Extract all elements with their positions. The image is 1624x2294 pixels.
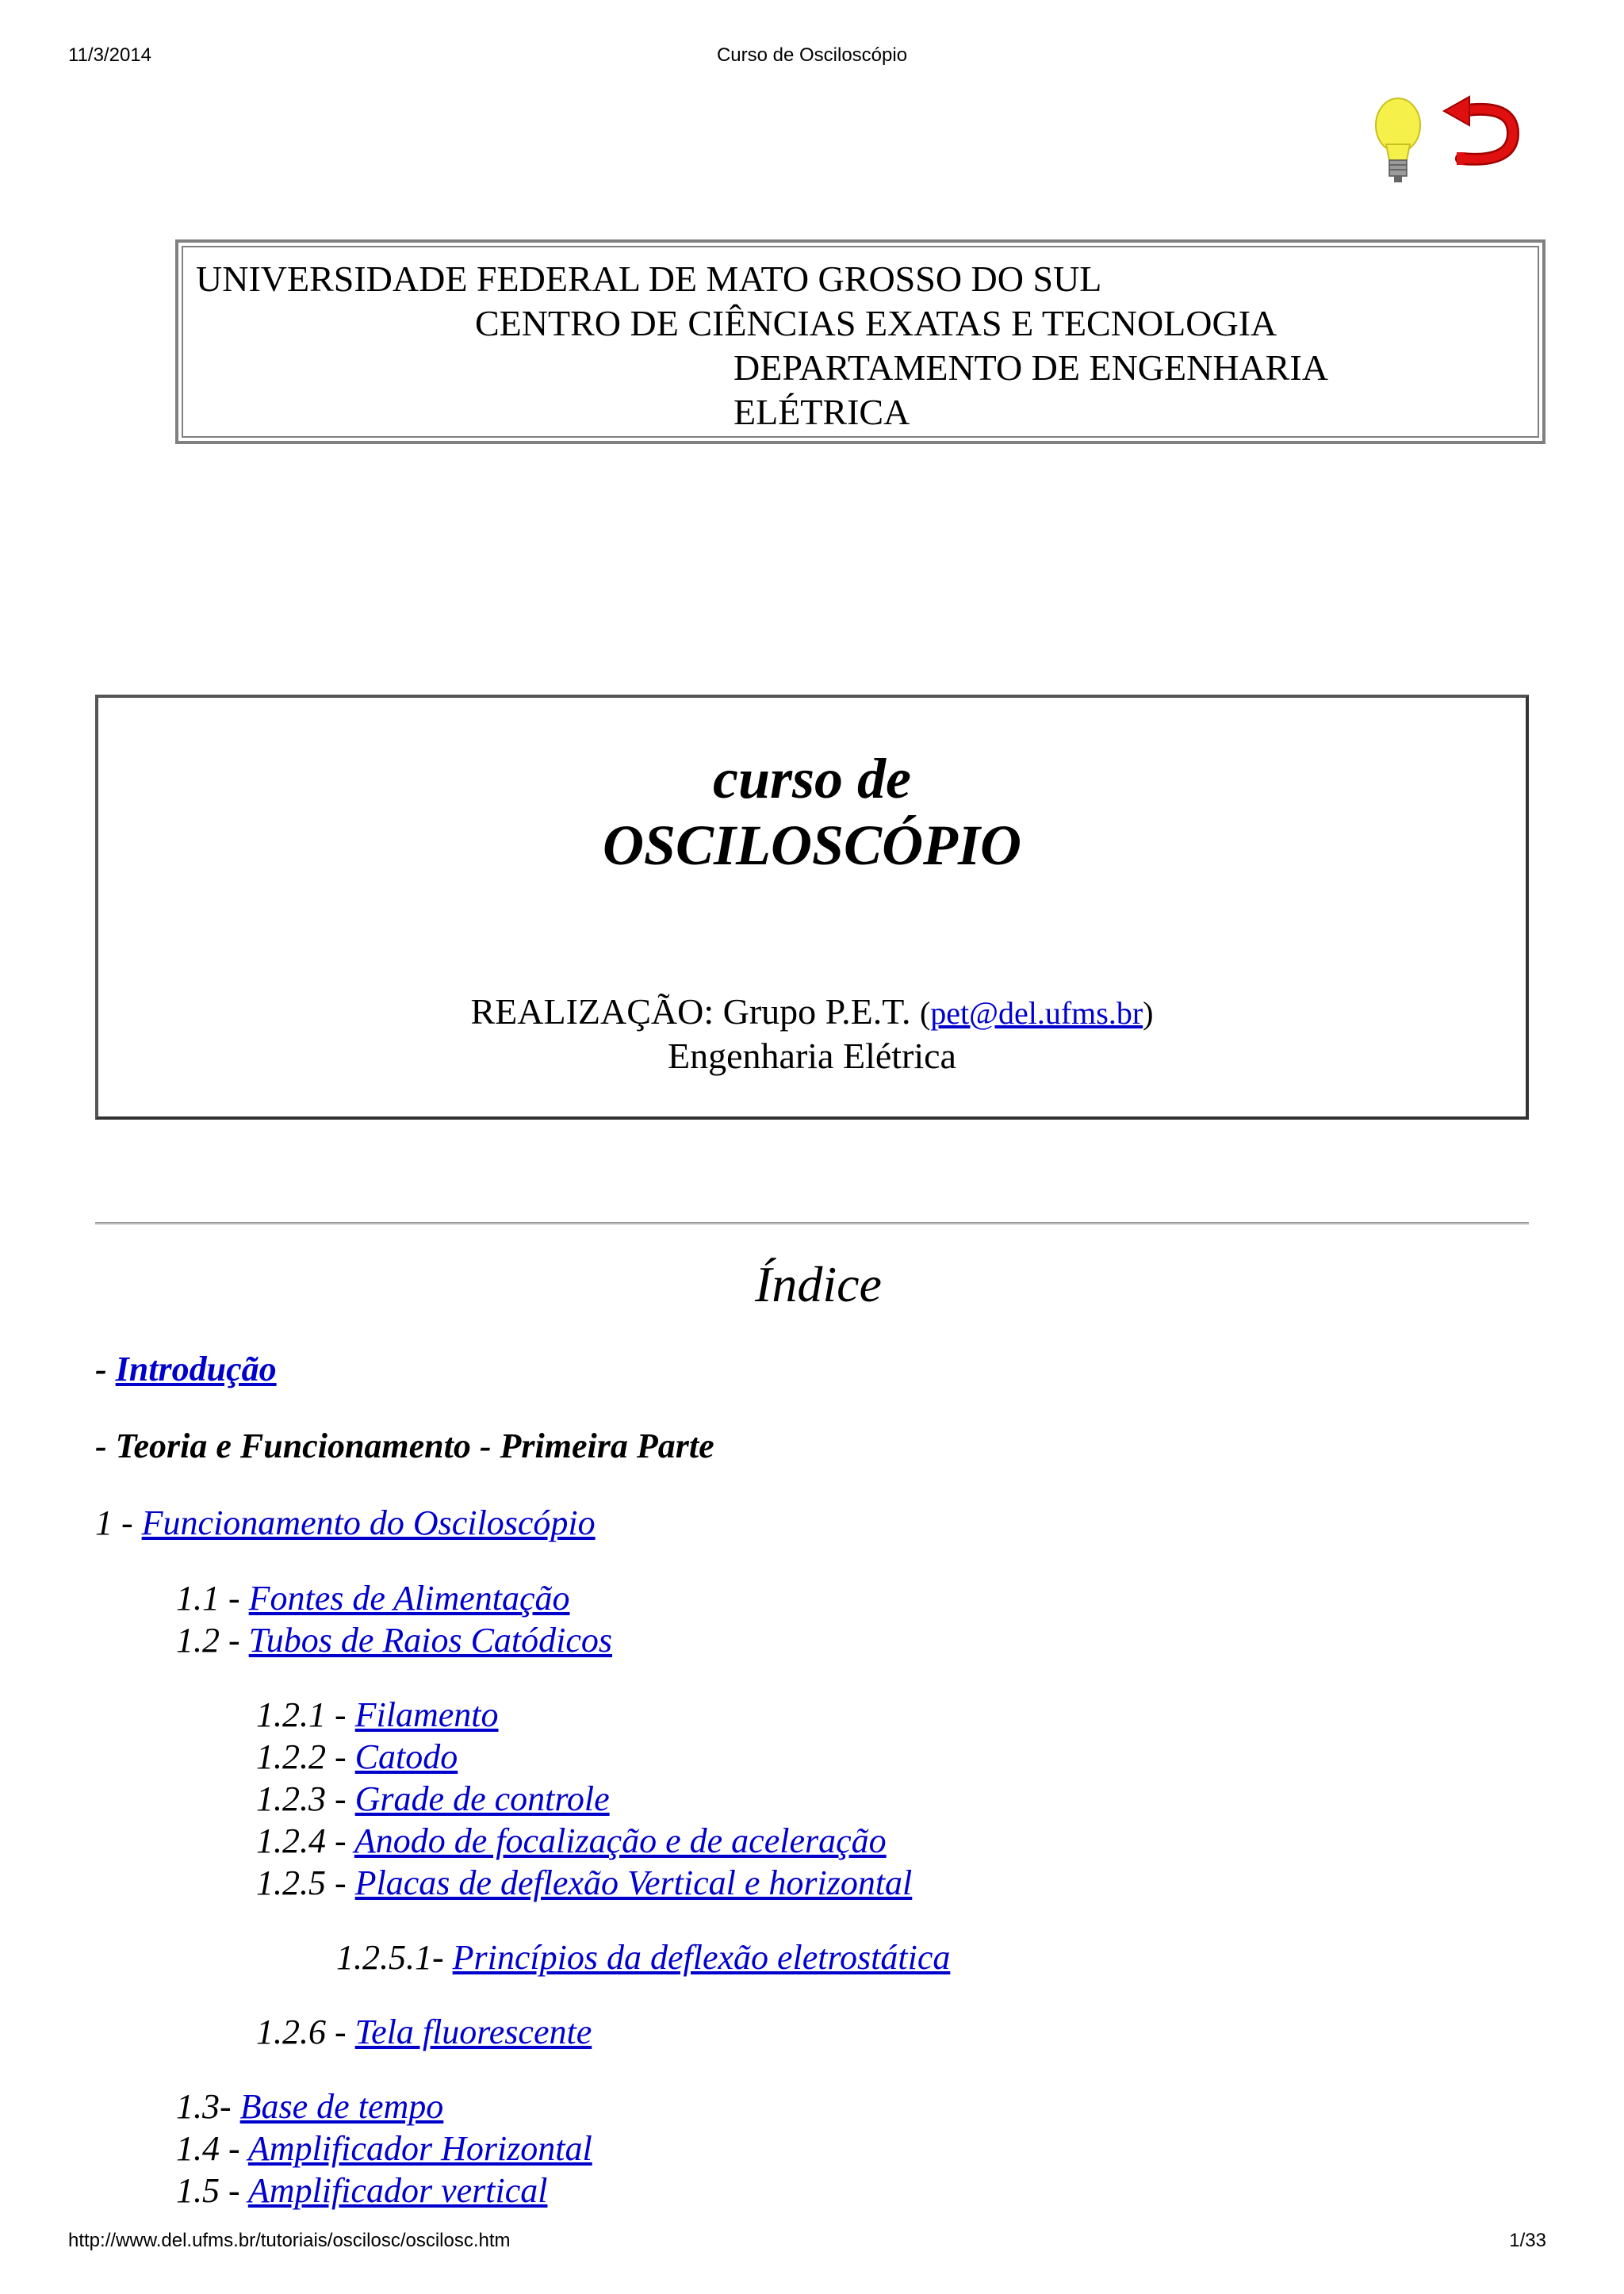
university-name: UNIVERSIDADE FEDERAL DE MATO GROSSO DO SUL	[196, 259, 1102, 299]
toc-item-prefix: 1.2.5.1-	[336, 1938, 453, 1977]
department-name-cont: ELÉTRICA	[733, 392, 910, 432]
toc-item	[256, 1694, 499, 1737]
horizontal-rule	[95, 1222, 1529, 1225]
toc-item-prefix: 1.2.4 -	[256, 1821, 354, 1860]
toc-link[interactable]: Tela fluorescente	[354, 2013, 592, 2051]
paren-close: )	[1143, 995, 1154, 1031]
toc-intro-prefix: -	[95, 1350, 116, 1388]
toc-item-prefix: 1.5 -	[176, 2171, 248, 2210]
course-title-box	[95, 695, 1529, 1120]
toc-item	[256, 1778, 610, 1821]
email-paren	[920, 995, 1154, 1031]
toc-part-heading: - Teoria e Funcionamento - Primeira Parte	[95, 1427, 714, 1465]
toc-item	[256, 2011, 592, 2054]
index-title: Índice	[755, 1256, 882, 1312]
toc-link[interactable]: Funcionamento do Osciloscópio	[141, 1503, 596, 1542]
toc-item	[176, 2170, 547, 2212]
toc-link[interactable]: Tubos de Raios Catódicos	[248, 1621, 613, 1660]
paren-open: (	[919, 995, 931, 1031]
course-title: OSCILOSCÓPIO	[602, 814, 1022, 877]
toc-item	[176, 1577, 570, 1620]
toc-item	[336, 1936, 950, 1979]
toc-item-prefix: 1.4 -	[176, 2129, 248, 2168]
department-name: DEPARTAMENTO DE ENGENHARIA	[733, 347, 1328, 388]
toc-link[interactable]: Amplificador Horizontal	[247, 2129, 592, 2168]
toc-link[interactable]: Catodo	[354, 1737, 458, 1776]
page-number: 1/33	[1509, 2230, 1546, 2251]
course-subtitle: curso de	[713, 747, 911, 810]
toc-link[interactable]: Placas de deflexão Vertical e horizontal	[354, 1863, 913, 1902]
toc-item-prefix: 1.2.3 -	[256, 1779, 355, 1818]
print-header	[0, 44, 1624, 68]
toc-item-prefix: 1.2.1 -	[256, 1695, 355, 1734]
toc-item-prefix: 1.2.5 -	[256, 1863, 355, 1902]
department-label: Engenharia Elétrica	[668, 1036, 956, 1076]
toc-item	[256, 1736, 458, 1779]
toc-item-prefix: 1.2.2 -	[256, 1737, 355, 1776]
toc-item-prefix: 1.1 -	[176, 1579, 249, 1618]
toc-item-prefix: 1.2.6 -	[256, 2013, 355, 2051]
nav-icons	[1370, 95, 1529, 190]
toc-intro	[95, 1348, 277, 1391]
toc-link[interactable]: Base de tempo	[239, 2087, 444, 2126]
toc-item-prefix: 1 -	[95, 1503, 142, 1542]
toc-link[interactable]: Filamento	[354, 1695, 499, 1734]
toc-item	[95, 1502, 596, 1545]
toc-item	[256, 1820, 887, 1863]
toc-item	[176, 1619, 612, 1662]
toc-link[interactable]: Anodo de focalização e de aceleração	[354, 1821, 887, 1860]
email-link[interactable]: pet@del.ufms.br	[930, 995, 1143, 1031]
toc-item	[176, 2127, 592, 2170]
toc-link-introducao[interactable]: Introdução	[115, 1350, 277, 1388]
lightbulb-icon[interactable]	[1370, 95, 1426, 186]
return-arrow-icon[interactable]	[1438, 95, 1525, 174]
toc-item-prefix: 1.3-	[176, 2087, 240, 2126]
toc-link[interactable]: Princípios da deflexão eletrostática	[452, 1938, 951, 1977]
toc-item	[256, 1862, 912, 1905]
toc-link[interactable]: Amplificador vertical	[247, 2171, 548, 2210]
print-date: 11/3/2014	[68, 44, 151, 66]
toc-item	[176, 2085, 443, 2128]
print-url: http://www.del.ufms.br/tutoriais/oscilosc/oscilosc.htm	[68, 2230, 511, 2251]
center-name: CENTRO DE CIÊNCIAS EXATAS E TECNOLOGIA	[475, 303, 1277, 343]
realizacao-label: REALIZAÇÃO: Grupo P.E.T.	[470, 991, 911, 1032]
university-header-box	[175, 239, 1545, 444]
toc-link[interactable]: Fontes de Alimentação	[248, 1579, 570, 1618]
realizacao-line	[98, 990, 1526, 1036]
university-header-inner	[182, 246, 1539, 438]
print-footer	[0, 2230, 1624, 2254]
toc-link[interactable]: Grade de controle	[354, 1779, 610, 1818]
print-title: Curso de Osciloscópio	[716, 44, 908, 66]
toc-item-prefix: 1.2 -	[176, 1621, 249, 1660]
